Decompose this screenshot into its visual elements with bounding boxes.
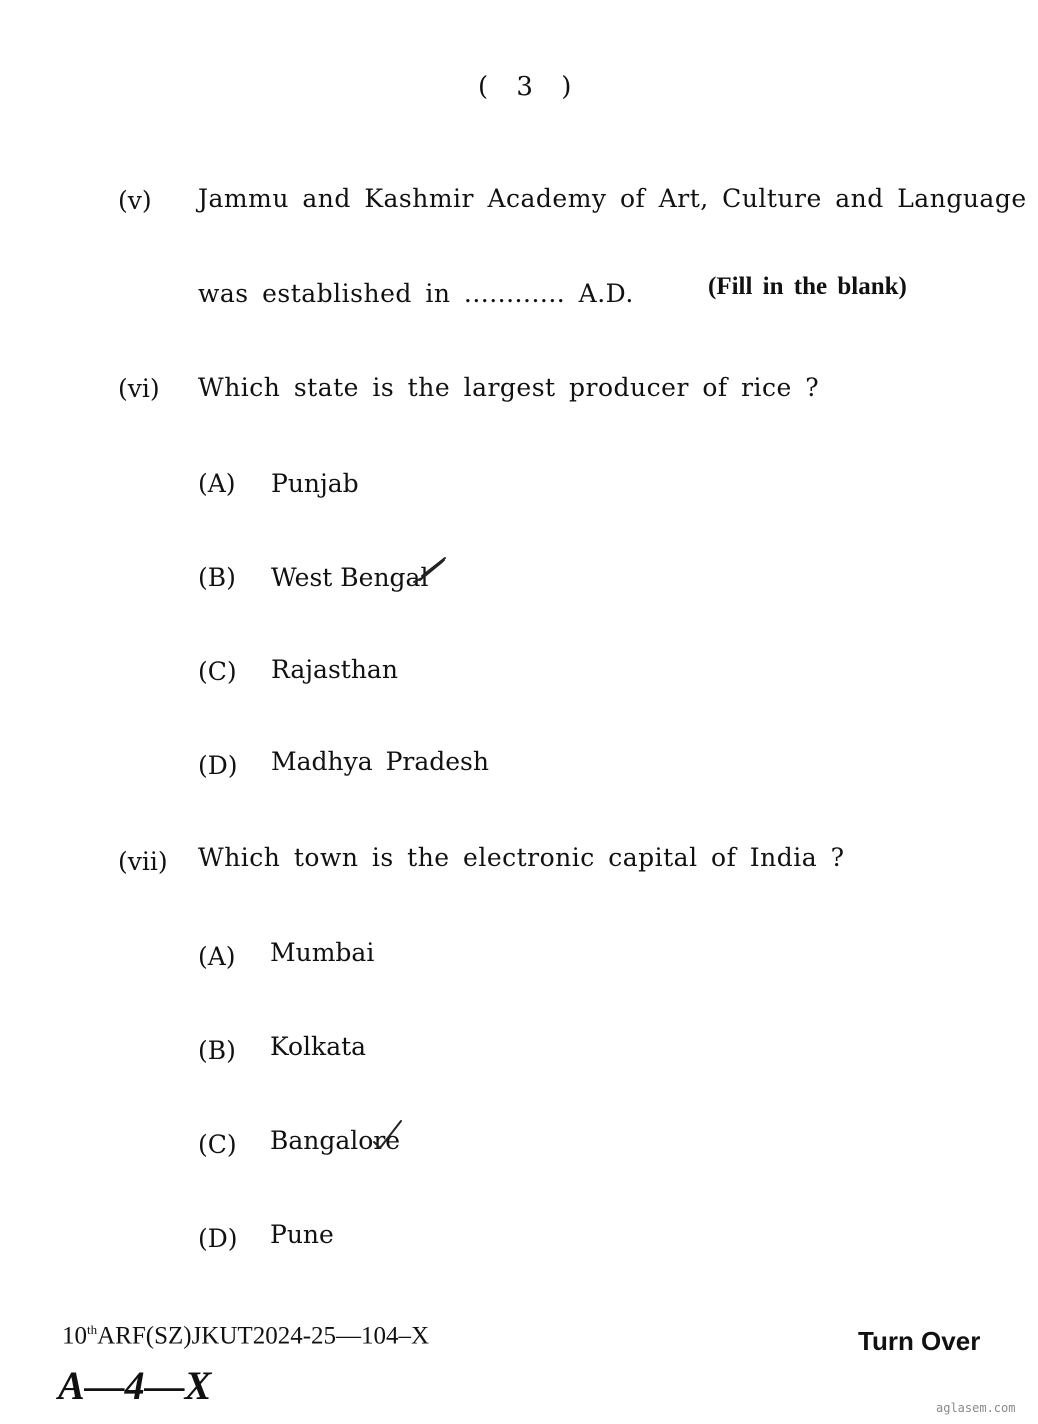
option-letter: (A) bbox=[198, 942, 236, 971]
question-text-v-line1: Jammu and Kashmir Academy of Art, Culture and Language bbox=[198, 184, 1027, 213]
option-letter: (B) bbox=[198, 563, 236, 592]
page-number: ( 3 ) bbox=[478, 72, 582, 102]
set-code: A—4—X bbox=[58, 1363, 212, 1408]
paper-code-sup: th bbox=[87, 1322, 98, 1337]
question-number-v: (v) bbox=[118, 186, 152, 215]
checkmark-icon bbox=[370, 1118, 404, 1154]
option-text: Pune bbox=[270, 1220, 334, 1249]
watermark: aglasem.com bbox=[936, 1401, 1016, 1415]
paper-code bbox=[62, 1322, 429, 1350]
turn-over-label: Turn Over bbox=[858, 1326, 981, 1356]
option-text: Mumbai bbox=[270, 938, 375, 967]
option-text: Punjab bbox=[271, 469, 359, 498]
paper-code-prefix: 10 bbox=[62, 1322, 87, 1350]
option-letter: (B) bbox=[198, 1036, 236, 1065]
option-letter: (A) bbox=[198, 469, 236, 498]
option-text: Kolkata bbox=[270, 1032, 367, 1061]
option-letter: (C) bbox=[198, 1130, 237, 1159]
checkmark-icon bbox=[412, 556, 448, 588]
option-letter: (C) bbox=[198, 657, 237, 686]
option-text: Madhya Pradesh bbox=[271, 747, 489, 776]
paper-code-rest: ARF(SZ)JKUT2024-25—104–X bbox=[97, 1322, 430, 1350]
option-letter: (D) bbox=[198, 1224, 238, 1253]
question-number-vi: (vi) bbox=[118, 374, 160, 403]
fill-blank-instruction: (Fill in the blank) bbox=[708, 273, 907, 300]
question-text-vii: Which town is the electronic capital of India ? bbox=[198, 843, 845, 872]
option-text: Bangalore bbox=[270, 1126, 401, 1155]
option-text: West Bengal bbox=[271, 563, 429, 592]
option-letter: (D) bbox=[198, 751, 238, 780]
option-text: Rajasthan bbox=[271, 655, 398, 684]
question-number-vii: (vii) bbox=[118, 847, 168, 876]
question-text-vi: Which state is the largest producer of rice ? bbox=[198, 373, 820, 402]
question-text-v-line2: was established in ............ A.D. bbox=[198, 279, 634, 308]
